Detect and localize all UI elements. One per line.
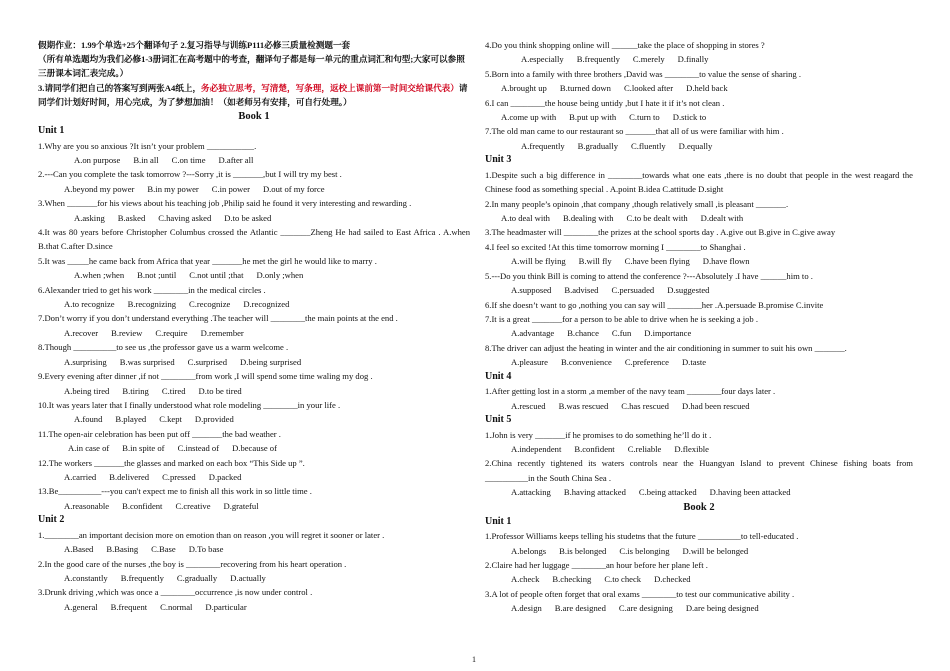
answer-option: D.to be tired	[198, 385, 242, 396]
question-text: 6.Alexander tried to get his work ________in the medical circles .	[38, 284, 266, 295]
answer-option: C.have been flying	[624, 256, 690, 267]
answer-options	[38, 211, 470, 225]
answer-option: C.in power	[211, 183, 250, 194]
answer-option: C.gradually	[176, 572, 218, 583]
question-text: 1.Professor Williams keeps telling his studetns that the future __________to tell-educated .	[485, 531, 799, 542]
answer-option: B.played	[115, 414, 147, 425]
answer-option: A.found	[74, 414, 103, 425]
answer-option: C.surprised	[187, 356, 228, 367]
page-number: 1	[472, 655, 476, 664]
question-text: 4.It was 80 years before Christopher Columbus crossed the Atlantic _______Zheng He had sailed to East Africa . A.when B.that C.after D.since	[38, 227, 470, 252]
answer-option: C.Base	[151, 544, 176, 555]
answer-option: B.dealing with	[562, 213, 614, 224]
question-text: 9.Every evening after dinner ,if not ________from work ,I will spend some time waling my dog .	[38, 371, 373, 382]
answer-options	[485, 544, 913, 558]
answer-option: A.recover	[64, 327, 99, 338]
answer-options	[38, 297, 470, 311]
answer-options	[485, 52, 913, 66]
answer-option: C.preference	[624, 357, 669, 368]
answer-option: B.will fly	[578, 256, 612, 267]
question-text: 7.It is a great _______for a person to be able to drive when he is seeking a job .	[485, 313, 759, 324]
answer-option: A.to recognize	[64, 299, 115, 310]
answer-option: D.particular	[205, 601, 247, 612]
question-text: 2.In many people’s opinoin ,that company ,though relatively small ,is pleasant _______.	[485, 198, 789, 209]
question-text: 6.If she doesn’t want to go ,nothing you can say will ________her .A.persuade B.promise C.invite	[485, 299, 824, 310]
answer-options	[485, 399, 913, 413]
answer-option: D.had been rescued	[681, 400, 750, 411]
answer-option: B.asked	[117, 212, 146, 223]
answer-option: D.To base	[188, 544, 224, 555]
answer-option: D.are being designed	[685, 603, 759, 614]
answer-option: B.are designed	[554, 603, 606, 614]
question-text: 2.---Can you complete the task tomorrow ?---Sorry ,it is _______,but I will try my best .	[38, 169, 342, 180]
answer-option: B.not ;until	[137, 270, 177, 281]
answer-option: B.turned down	[559, 83, 611, 94]
answer-options	[485, 601, 913, 615]
answer-option: B.advised	[564, 285, 599, 296]
answer-option: C.reliable	[627, 443, 662, 454]
answer-option: C.kept	[159, 414, 182, 425]
answer-option: A.will be flying	[511, 256, 566, 267]
answer-option: C.recognize	[189, 299, 231, 310]
question-text: 3.The headmaster will ________the prizes at the school sports day . A.give out B.give in C.give away	[485, 227, 836, 238]
answer-options	[485, 283, 913, 297]
left-column	[38, 38, 470, 614]
answer-options	[485, 139, 913, 153]
answer-option: A.being tired	[64, 385, 110, 396]
answer-option: C.creative	[175, 500, 211, 511]
answer-option: D.importance	[644, 328, 692, 339]
right-column	[485, 38, 913, 616]
answer-option: B.gradually	[577, 140, 619, 151]
answer-option: A.reasonable	[64, 500, 110, 511]
answer-option: B.put up with	[569, 112, 617, 123]
question-text: 4.Do you think shopping online will ______take the place of shopping in stores ?	[485, 40, 765, 50]
answer-option: C.to check	[604, 574, 642, 585]
answer-option: D.held back	[686, 83, 728, 94]
answer-option: D.suggested	[667, 285, 710, 296]
answer-option: A.design	[511, 603, 542, 614]
answer-option: B.confident	[122, 500, 163, 511]
answer-option: D.actually	[230, 572, 266, 583]
answer-option: A.brought up	[501, 83, 547, 94]
answer-option: B.tiring	[122, 385, 149, 396]
answer-option: A.belongs	[511, 545, 547, 556]
answer-options	[485, 355, 913, 369]
answer-option: C.require	[155, 327, 188, 338]
answer-option: B.is belonged	[559, 545, 607, 556]
answer-option: C.not until ;that	[189, 270, 244, 281]
answer-options	[38, 412, 470, 426]
answer-option: A.especially	[521, 54, 564, 65]
answer-option: C.turn to	[629, 112, 660, 123]
answer-option: C.being attacked	[638, 487, 697, 498]
header-line-2: （所有单选题均为我们必修1-3册词汇在高考题中的考查，翻译句子都是每一单元的重点词汇和句型;大家可以参照三册课本词汇表完成。）	[38, 54, 465, 79]
answer-option: B.was rescued	[558, 400, 609, 411]
answer-option: B.review	[111, 327, 143, 338]
answer-option: C.looked after	[623, 83, 674, 94]
question-text: 8.The driver can adjust the heating in winter and the air conditioning in summer to suit his own _______.	[485, 342, 847, 353]
answer-options	[485, 110, 913, 124]
answer-option: B.in my power	[147, 183, 199, 194]
header-line-3-suffix: 请同学们计划好时间，用心完成，为了梦想加油！（如老师另有安排，可自行处理。）	[38, 82, 468, 107]
answer-option: D.taste	[681, 357, 707, 368]
question-text: 3.A lot of people often forget that oral exams ________to test our communicative ability .	[485, 588, 795, 599]
unit-heading: Unit 3	[485, 154, 512, 166]
question-text: 5.---Do you think Bill is coming to attend the conference ?---Absolutely .I have ______him to .	[485, 270, 813, 281]
answer-option: C.is belonging	[619, 545, 670, 556]
answer-option: A.supposed	[511, 285, 552, 296]
answer-option: C.fun	[611, 328, 632, 339]
question-text: 3.When _______for his views about his teaching job ,Philip said he found it very interesting and rewarding .	[38, 198, 412, 209]
answer-option: A.frequently	[521, 140, 565, 151]
answer-option: C.has rescued	[621, 400, 669, 411]
answer-option: A.pleasure	[511, 357, 548, 368]
question-text: 7.Don’t worry if you don’t understand everything .The teacher will ________the main points at the end .	[38, 313, 398, 324]
answer-option: D.flexible	[674, 443, 709, 454]
answer-option: C.pressed	[162, 471, 196, 482]
question-text: 1.________an important decision more on emotion than on reason ,you will regret it sooner or later .	[38, 529, 385, 540]
answer-option: B.chance	[567, 328, 599, 339]
question-text: 12.The workers _______the glasses and marked on each box “This Side up ”.	[38, 457, 305, 468]
answer-options	[38, 571, 470, 585]
answer-options	[38, 355, 470, 369]
answer-option: D.have flown	[702, 256, 750, 267]
answer-option: B.having attacked	[563, 487, 626, 498]
answer-option: A.beyond my power	[64, 183, 135, 194]
answer-option: D.only ;when	[256, 270, 304, 281]
answer-option: A.attacking	[511, 487, 551, 498]
header-line-3-red: 务必独立思考，写清楚，写条理，返校上课前第一时间交给课代表）	[201, 82, 459, 93]
answer-option: D.checked	[654, 574, 691, 585]
question-text: 7.The old man came to our restaurant so _______that all of us were familiar with him .	[485, 126, 784, 137]
unit-heading: Unit 2	[38, 514, 65, 526]
answer-options	[38, 182, 470, 196]
answer-option: C.instead of	[177, 443, 220, 454]
answer-options	[485, 572, 913, 586]
answer-option: A.check	[511, 574, 540, 585]
answer-options	[38, 153, 470, 167]
answer-option: B.confident	[574, 443, 615, 454]
answer-option: B.frequently	[576, 54, 620, 65]
answer-option: B.checking	[552, 574, 592, 585]
answer-option: D.equally	[678, 140, 713, 151]
question-text: 8.Though __________to see us ,the professor gave us a warm welcome .	[38, 342, 289, 353]
answer-option: D.dealt with	[700, 213, 744, 224]
answer-option: A.carried	[64, 471, 97, 482]
answer-option: D.to be asked	[224, 212, 272, 223]
answer-option: A.on purpose	[74, 155, 121, 166]
answer-option: B.frequent	[110, 601, 148, 612]
header-line-1: 假期作业：1.99个单选+25个翻译句子 2.复习指导与训练P111必修三质量检测题一套	[38, 40, 351, 50]
answer-option: B.frequently	[120, 572, 164, 583]
answer-option: A.Based	[64, 544, 94, 555]
answer-options	[485, 326, 913, 340]
answer-option: C.merely	[632, 54, 665, 65]
answer-option: D.grateful	[223, 500, 259, 511]
answer-option: D.after all	[218, 155, 254, 166]
question-text: 2.China recently tightened its waters controls near the Huangyan Island to prevent Chinese fishing boats from __________in the South China Sea .	[485, 458, 913, 483]
question-text: 1.After getting lost in a storm ,a member of the navy team ________four days later .	[485, 386, 776, 397]
answer-option: C.having asked	[158, 212, 212, 223]
header-line-3-prefix: 3.请同学们把自己的答案写到两张A4纸上，	[38, 82, 202, 93]
answer-option: D.having been attacked	[709, 487, 791, 498]
left-questions	[38, 109, 470, 614]
answer-option: B.in all	[133, 155, 159, 166]
answer-options	[38, 600, 470, 614]
answer-option: B.in spite of	[122, 443, 165, 454]
answer-options	[38, 542, 470, 556]
answer-option: C.tired	[161, 385, 186, 396]
answer-option: A.come up with	[501, 112, 557, 123]
answer-option: B.Basing	[106, 544, 139, 555]
answer-options	[38, 499, 470, 513]
question-text: 5.Born into a family with three brothers ,David was ________to value the sense of sharing .	[485, 68, 801, 79]
answer-option: B.recognizing	[127, 299, 177, 310]
answer-option: D.recognized	[243, 299, 290, 310]
question-text: 13.Be__________---you can't expect me to finish all this work in so little time .	[38, 486, 312, 497]
question-text: 4.I feel so excited !At this time tomorrow morning I ________to Shanghai .	[485, 241, 746, 252]
answer-options	[485, 442, 913, 456]
answer-option: C.persuaded	[611, 285, 655, 296]
answer-option: C.fluently	[631, 140, 666, 151]
answer-options	[38, 470, 470, 484]
answer-option: A.when ;when	[74, 270, 125, 281]
answer-option: D.finally	[677, 54, 709, 65]
unit-heading: Unit 4	[485, 370, 512, 382]
answer-option: A.to deal with	[501, 213, 550, 224]
answer-option: A.constantly	[64, 572, 108, 583]
question-text: 1.John is very _______if he promises to do something he’ll do it .	[485, 429, 712, 440]
answer-option: B.was surprised	[119, 356, 175, 367]
header-line-3	[38, 81, 470, 109]
unit-heading: Unit 1	[38, 125, 65, 137]
answer-options	[485, 485, 913, 499]
answer-option: D.remember	[200, 327, 244, 338]
answer-option: C.normal	[160, 601, 193, 612]
question-text: 2.In the good care of the nurses ,the boy is ________recovering from his heart operation .	[38, 558, 347, 569]
answer-option: B.convenience	[561, 357, 612, 368]
answer-option: D.provided	[194, 414, 234, 425]
answer-options	[38, 326, 470, 340]
answer-option: D.packed	[208, 471, 242, 482]
question-text: 6.I can ________the house being untidy ,but I hate it if it’s not clean .	[485, 97, 725, 108]
answer-options	[38, 268, 470, 282]
answer-options	[38, 384, 470, 398]
answer-options	[485, 211, 913, 225]
answer-option: A.independent	[511, 443, 562, 454]
answer-option: C.to be dealt with	[626, 213, 688, 224]
unit-heading: Unit 1	[485, 515, 512, 527]
answer-option: B.delivered	[109, 471, 150, 482]
answer-option: A.in case of	[68, 443, 110, 454]
answer-option: A.advantage	[511, 328, 555, 339]
right-questions	[485, 38, 913, 616]
answer-options	[485, 254, 913, 268]
answer-option: D.will be belonged	[682, 545, 749, 556]
book-title: Book 2	[683, 501, 715, 513]
question-text: 2.Claire had her luggage ________an hour before her plane left .	[485, 559, 708, 570]
answer-option: D.being surprised	[240, 356, 302, 367]
answer-options	[485, 81, 913, 95]
question-text: 5.It was _____he came back from Africa that year _______he met the girl he would like to marry .	[38, 255, 377, 266]
answer-option: C.on time	[171, 155, 206, 166]
unit-heading: Unit 5	[485, 413, 512, 425]
answer-option: D.stick to	[672, 112, 707, 123]
answer-option: A.asking	[74, 212, 105, 223]
answer-option: A.general	[64, 601, 98, 612]
question-text: 11.The open-air celebration has been put off _______the bad weather .	[38, 428, 281, 439]
answer-option: D.out of my force	[262, 183, 325, 194]
answer-options	[38, 441, 470, 455]
question-text: 3.Drunk driving ,which was once a ________occurrence ,is now under control .	[38, 587, 313, 598]
answer-option: A.surprising	[64, 356, 107, 367]
question-text: 1.Why are you so anxious ?It isn’t your problem ___________.	[38, 140, 257, 151]
question-text: 10.It was years later that I finally understood what role modeling ________in your life .	[38, 399, 341, 410]
question-text: 1.Despite such a big difference in ________towards what one eats ,there is no doubt that people in the west reagard the Chinese food as something special . A.point B.idea C.attitude D.sight	[485, 169, 913, 195]
answer-option: D.because of	[232, 443, 277, 454]
answer-option: C.are designing	[618, 603, 673, 614]
book-title: Book 1	[238, 111, 270, 123]
answer-option: A.rescued	[511, 400, 546, 411]
